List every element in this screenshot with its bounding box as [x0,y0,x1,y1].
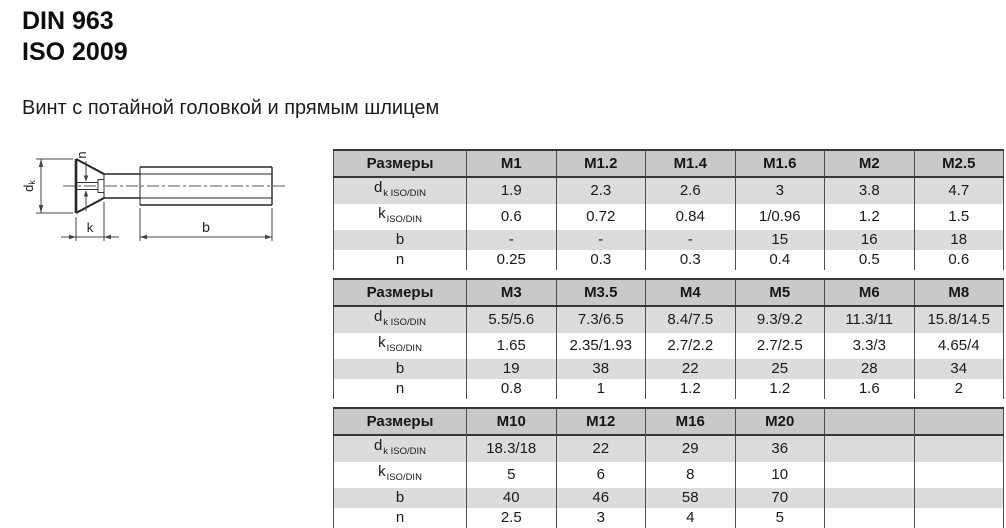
table-cell [914,462,1004,488]
table-cell: 5.5/5.6 [467,306,557,333]
table-cell: 46 [556,488,646,508]
table-cell: 0.72 [556,204,646,230]
table-cell: 1/0.96 [735,204,825,230]
table-cell: 28 [825,359,915,379]
row-label: b [334,230,467,250]
table-cell: 0.3 [646,250,736,270]
table-cell: 0.3 [556,250,646,270]
table-cell: 1.2 [646,379,736,399]
table-cell: - [646,230,736,250]
table-cell: 0.5 [825,250,915,270]
table-cell: 58 [646,488,736,508]
table-cell [914,488,1004,508]
row-label: n [334,508,467,528]
dimension-table-m1-m2.5 [333,149,1004,270]
table-cell: 40 [467,488,557,508]
column-header-size: M6 [825,279,915,306]
dk-label: dk [21,180,37,192]
k-label: k [86,220,94,235]
table-row [334,359,1004,379]
table-header-row [334,408,1004,435]
header-dimensions-label: Размеры [334,150,467,177]
table-cell: 15.8/14.5 [914,306,1004,333]
column-header-size [825,408,915,435]
table-cell: 34 [914,359,1004,379]
table-cell: 1.6 [825,379,915,399]
table-cell: 1.5 [914,204,1004,230]
column-header-size: M3.5 [556,279,646,306]
table-cell: 25 [735,359,825,379]
table-cell: 3.8 [825,177,915,204]
table-row [334,379,1004,399]
table-cell: 1.65 [467,333,557,359]
table-cell: 2.5 [467,508,557,528]
table-cell: 38 [556,359,646,379]
table-cell: 19 [467,359,557,379]
column-header-size: M1.2 [556,150,646,177]
table-cell [825,435,915,462]
table-cell: 18 [914,230,1004,250]
row-label: n [334,250,467,270]
table-cell: 0.8 [467,379,557,399]
table-cell: 29 [646,435,736,462]
table-cell: 1.9 [467,177,557,204]
table-cell [825,488,915,508]
table-cell: 2.35/1.93 [556,333,646,359]
screw-technical-drawing [15,140,325,260]
iso-number: ISO 2009 [22,38,128,66]
table-cell [825,508,915,528]
column-header-size: M10 [467,408,557,435]
table-cell: 3 [735,177,825,204]
table-cell: 9.3/9.2 [735,306,825,333]
row-label: $d_{k ISO/DIN}$ [334,177,467,204]
table-cell: 16 [825,230,915,250]
header-dimensions-label: Размеры [334,279,467,306]
table-row [334,462,1004,488]
table-cell: 70 [735,488,825,508]
table-cell: 0.6 [914,250,1004,270]
table-cell: 22 [556,435,646,462]
table-cell [914,508,1004,528]
column-header-size: M12 [556,408,646,435]
table-cell: 11.3/11 [825,306,915,333]
row-label: $k_{ISO/DIN}$ [334,204,467,230]
row-label: $k_{ISO/DIN}$ [334,462,467,488]
row-label: b [334,359,467,379]
table-cell: - [467,230,557,250]
row-label: $k_{ISO/DIN}$ [334,333,467,359]
table-row [334,435,1004,462]
table-row [334,230,1004,250]
table-header-row [334,150,1004,177]
table-cell: 1 [556,379,646,399]
column-header-size: M4 [646,279,736,306]
table-cell: 1.2 [825,204,915,230]
table-cell: 5 [735,508,825,528]
column-header-size: M2 [825,150,915,177]
table-cell: 7.3/6.5 [556,306,646,333]
table-row [334,508,1004,528]
table-row [334,204,1004,230]
table-cell: 3.3/3 [825,333,915,359]
table-cell: 4 [646,508,736,528]
table-cell [914,435,1004,462]
column-header-size: M16 [646,408,736,435]
b-label: b [202,219,210,235]
table-cell: 1.2 [735,379,825,399]
table-cell: 22 [646,359,736,379]
table-cell: 0.25 [467,250,557,270]
table-cell: 36 [735,435,825,462]
table-cell: 2.7/2.2 [646,333,736,359]
table-cell: 2.3 [556,177,646,204]
n-label: n [74,151,89,159]
row-label: $d_{k ISO/DIN}$ [334,435,467,462]
table-cell: 3 [556,508,646,528]
column-header-size: M3 [467,279,557,306]
column-header-size: M1 [467,150,557,177]
row-label: $d_{k ISO/DIN}$ [334,306,467,333]
dimension-table-m10-m20 [333,407,1004,528]
row-label: b [334,488,467,508]
column-header-size: M1.6 [735,150,825,177]
table-row [334,488,1004,508]
table-cell: 0.4 [735,250,825,270]
table-cell: 2 [914,379,1004,399]
table-cell: 15 [735,230,825,250]
table-cell: 5 [467,462,557,488]
table-cell: 6 [556,462,646,488]
page-title: Винт с потайной головкой и прямым шлицем [22,97,440,119]
table-cell: 0.6 [467,204,557,230]
table-cell: 4.65/4 [914,333,1004,359]
table-cell: 10 [735,462,825,488]
table-row [334,333,1004,359]
din-number: DIN 963 [22,7,114,35]
table-cell: - [556,230,646,250]
table-cell [825,462,915,488]
table-cell: 18.3/18 [467,435,557,462]
table-cell: 8 [646,462,736,488]
table-row [334,250,1004,270]
table-header-row [334,279,1004,306]
column-header-size: M2.5 [914,150,1004,177]
row-label: n [334,379,467,399]
table-cell: 8.4/7.5 [646,306,736,333]
column-header-size: M5 [735,279,825,306]
table-row [334,306,1004,333]
column-header-size: M1.4 [646,150,736,177]
header-dimensions-label: Размеры [334,408,467,435]
column-header-size: M20 [735,408,825,435]
table-cell: 4.7 [914,177,1004,204]
dimension-table-m3-m8 [333,278,1004,399]
table-cell: 0.84 [646,204,736,230]
column-header-size [914,408,1004,435]
standard-titles [22,6,128,68]
table-row [334,177,1004,204]
table-cell: 2.6 [646,177,736,204]
column-header-size: M8 [914,279,1004,306]
table-cell: 2.7/2.5 [735,333,825,359]
